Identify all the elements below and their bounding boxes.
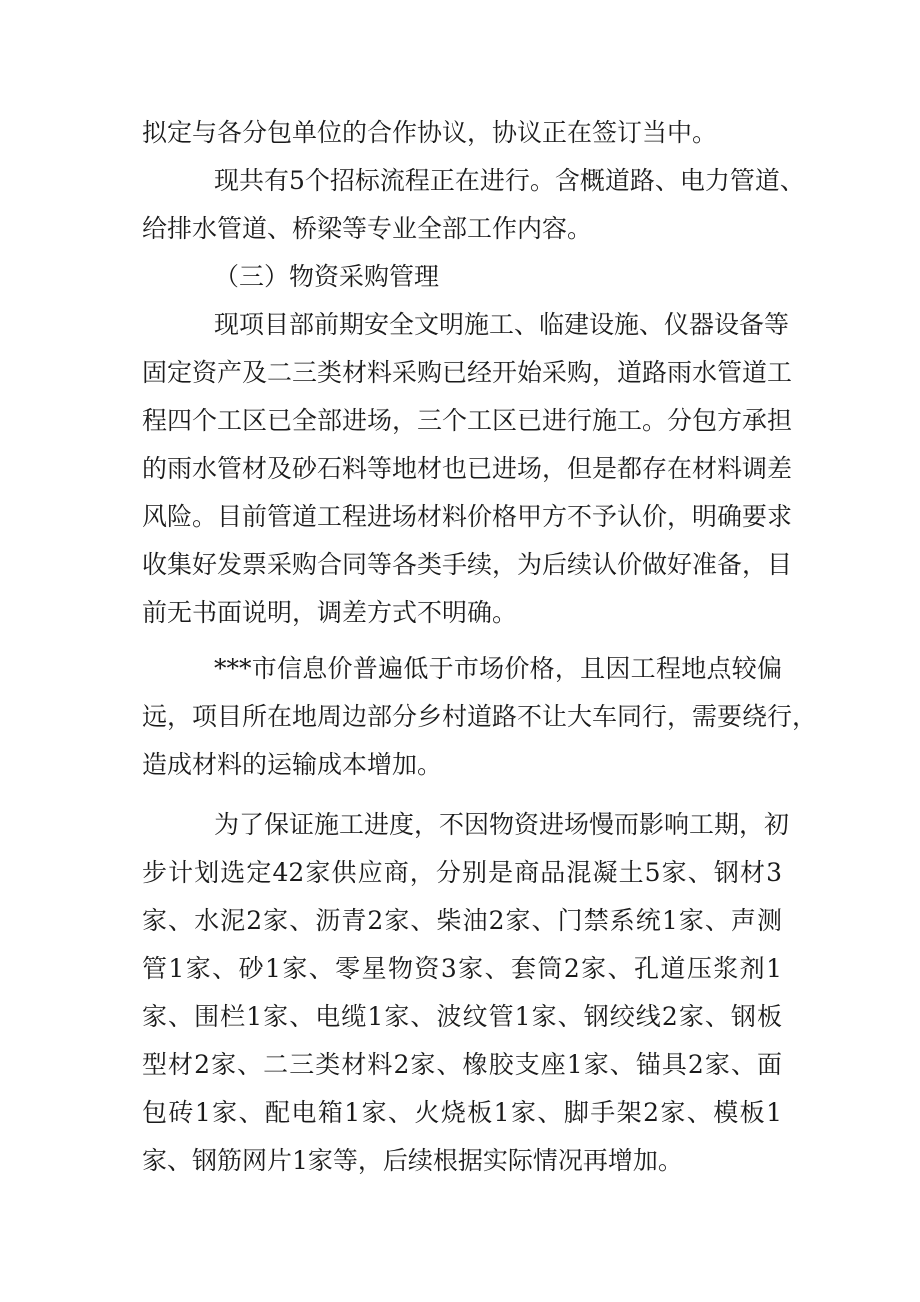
paragraph-line: 造成材料的运输成本增加。: [142, 750, 443, 779]
paragraph-line: 前无书面说明，调差方式不明确。: [142, 598, 518, 627]
paragraph-line: 为了保证施工进度，不因物资进场慢而影响工期，初: [214, 810, 790, 839]
paragraph-line: 拟定与各分包单位的合作协议，协议正在签订当中。: [142, 118, 718, 147]
paragraph-line: 现项目部前期安全文明施工、临建设施、仪器设备等: [214, 310, 790, 339]
section-heading: （三）物资采购管理: [214, 262, 440, 291]
paragraph-line: 风险。目前管道工程进场材料价格甲方不予认价，明确要求: [142, 502, 793, 531]
paragraph-line: 固定资产及二三类材料采购已经开始采购，道路雨水管道工: [142, 358, 793, 387]
paragraph-line: 家、围栏1家、电缆1家、波纹管1家、钢绞线2家、钢板: [142, 1002, 782, 1031]
paragraph-line: 的雨水管材及砂石料等地材也已进场，但是都存在材料调差: [142, 454, 793, 483]
paragraph-line: 型材2家、二三类材料2家、橡胶支座1家、锚具2家、面: [142, 1050, 782, 1079]
paragraph-line: 家、水泥2家、沥青2家、柴油2家、门禁系统1家、声测: [142, 906, 782, 935]
paragraph-line: 管1家、砂1家、零星物资3家、套筒2家、孔道压浆剂1: [142, 954, 782, 983]
paragraph-line: 远，项目所在地周边部分乡村道路不让大车同行，需要绕行，: [142, 702, 818, 731]
paragraph-line: 家、钢筋网片1家等，后续根据实际情况再增加。: [142, 1146, 683, 1175]
paragraph-line: 给排水管道、桥梁等专业全部工作内容。: [142, 214, 593, 243]
paragraph-line: 程四个工区已全部进场，三个工区已进行施工。分包方承担: [142, 406, 793, 435]
paragraph-line: 收集好发票采购合同等各类手续，为后续认价做好准备，目: [142, 550, 793, 579]
paragraph-line: 步计划选定42家供应商，分别是商品混凝土5家、钢材3: [142, 858, 782, 887]
paragraph-line: 包砖1家、配电箱1家、火烧板1家、脚手架2家、模板1: [142, 1098, 782, 1127]
paragraph-line: 现共有5个招标流程正在进行。含概道路、电力管道、: [214, 166, 805, 195]
paragraph-line: ***市信息价普遍低于市场价格，且因工程地点较偏: [214, 654, 782, 683]
